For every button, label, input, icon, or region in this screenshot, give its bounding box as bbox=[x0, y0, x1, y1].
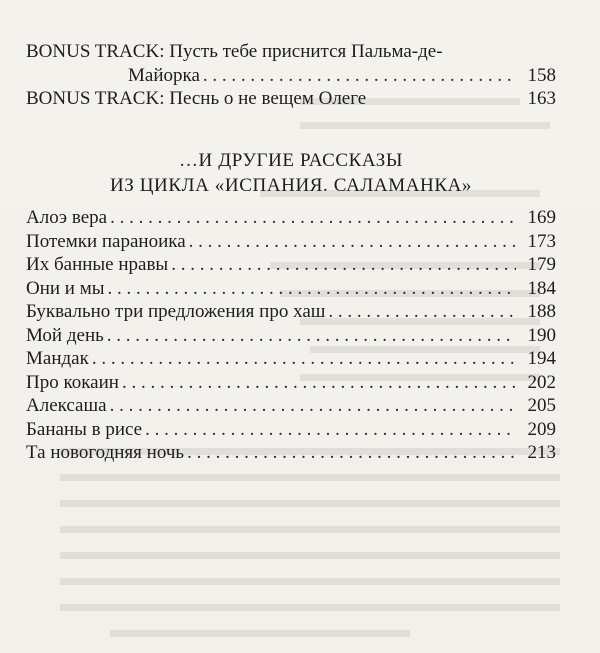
dot-leader bbox=[189, 230, 516, 254]
toc-entry-title-continuation: Майорка bbox=[128, 64, 200, 86]
section-heading bbox=[26, 148, 556, 198]
toc-entry-title: Мандак bbox=[26, 348, 89, 369]
toc-entry-title: Буквально три предложения про хаш bbox=[26, 301, 326, 322]
toc-entry[interactable] bbox=[26, 394, 556, 418]
toc-entry-title: BONUS TRACK: Пусть тебе приснится Пальма-де- bbox=[26, 41, 443, 62]
toc-entry-page: 202 bbox=[527, 371, 556, 393]
toc-entry[interactable] bbox=[26, 230, 556, 254]
toc-entry-page: 205 bbox=[527, 395, 556, 416]
dot-leader bbox=[145, 418, 516, 442]
toc-entry-page: 188 bbox=[527, 301, 556, 322]
toc-entry-title: Их банные нравы bbox=[26, 254, 169, 275]
toc-entry[interactable] bbox=[26, 347, 556, 371]
toc-entry[interactable] bbox=[26, 441, 556, 465]
toc-entry-title: Они и мы bbox=[26, 277, 105, 299]
toc-entry[interactable] bbox=[26, 206, 556, 230]
toc-top-block bbox=[26, 40, 556, 111]
toc-entry[interactable] bbox=[26, 300, 556, 324]
toc-entry[interactable] bbox=[26, 253, 556, 277]
toc-entry[interactable] bbox=[26, 418, 556, 442]
dot-leader bbox=[122, 371, 516, 395]
toc-entry-page: 173 bbox=[527, 230, 556, 252]
toc-entry-title: Бананы в рисе bbox=[26, 418, 143, 440]
dot-leader bbox=[92, 347, 516, 371]
dot-leader bbox=[171, 253, 516, 277]
toc-entry[interactable] bbox=[26, 371, 556, 395]
dot-leader bbox=[328, 300, 516, 324]
dot-leader bbox=[107, 324, 516, 348]
toc-entry-page: 169 bbox=[527, 207, 556, 228]
toc-entry[interactable] bbox=[26, 324, 556, 348]
toc-entry[interactable] bbox=[26, 40, 556, 87]
toc-entry-page: 163 bbox=[527, 88, 556, 109]
toc-entry-title: Алексаша bbox=[26, 395, 107, 416]
toc-list bbox=[26, 206, 556, 465]
toc-entry-title: Мой день bbox=[26, 324, 104, 346]
dot-leader bbox=[110, 206, 516, 230]
toc-entry-page: 213 bbox=[527, 442, 556, 463]
dot-leader bbox=[108, 277, 516, 301]
toc-entry[interactable] bbox=[26, 277, 556, 301]
dot-leader bbox=[203, 64, 516, 88]
toc-entry-page: 179 bbox=[527, 254, 556, 275]
toc-entry-page: 194 bbox=[527, 348, 556, 369]
section-heading-line: …И ДРУГИЕ РАССКАЗЫ bbox=[178, 150, 404, 171]
section-heading-line: ИЗ ЦИКЛА «ИСПАНИЯ. САЛАМАНКА» bbox=[109, 175, 473, 196]
toc-entry-page: 190 bbox=[527, 324, 556, 346]
toc-entry-title: Та новогодняя ночь bbox=[26, 442, 185, 463]
toc-entry-title: Про кокаин bbox=[26, 371, 119, 393]
dot-leader bbox=[110, 394, 516, 418]
toc-entry-page: 209 bbox=[527, 418, 556, 440]
toc-entry[interactable] bbox=[26, 87, 556, 111]
toc-entry-title: BONUS TRACK: Песнь о не вещем Олеге bbox=[26, 88, 367, 109]
toc-entry-title: Алоэ вера bbox=[26, 207, 108, 228]
toc-entry-page: 184 bbox=[527, 277, 556, 299]
toc-entry-page: 158 bbox=[527, 64, 556, 86]
toc-entry-title: Потемки параноика bbox=[26, 230, 186, 252]
dot-leader bbox=[187, 441, 516, 465]
